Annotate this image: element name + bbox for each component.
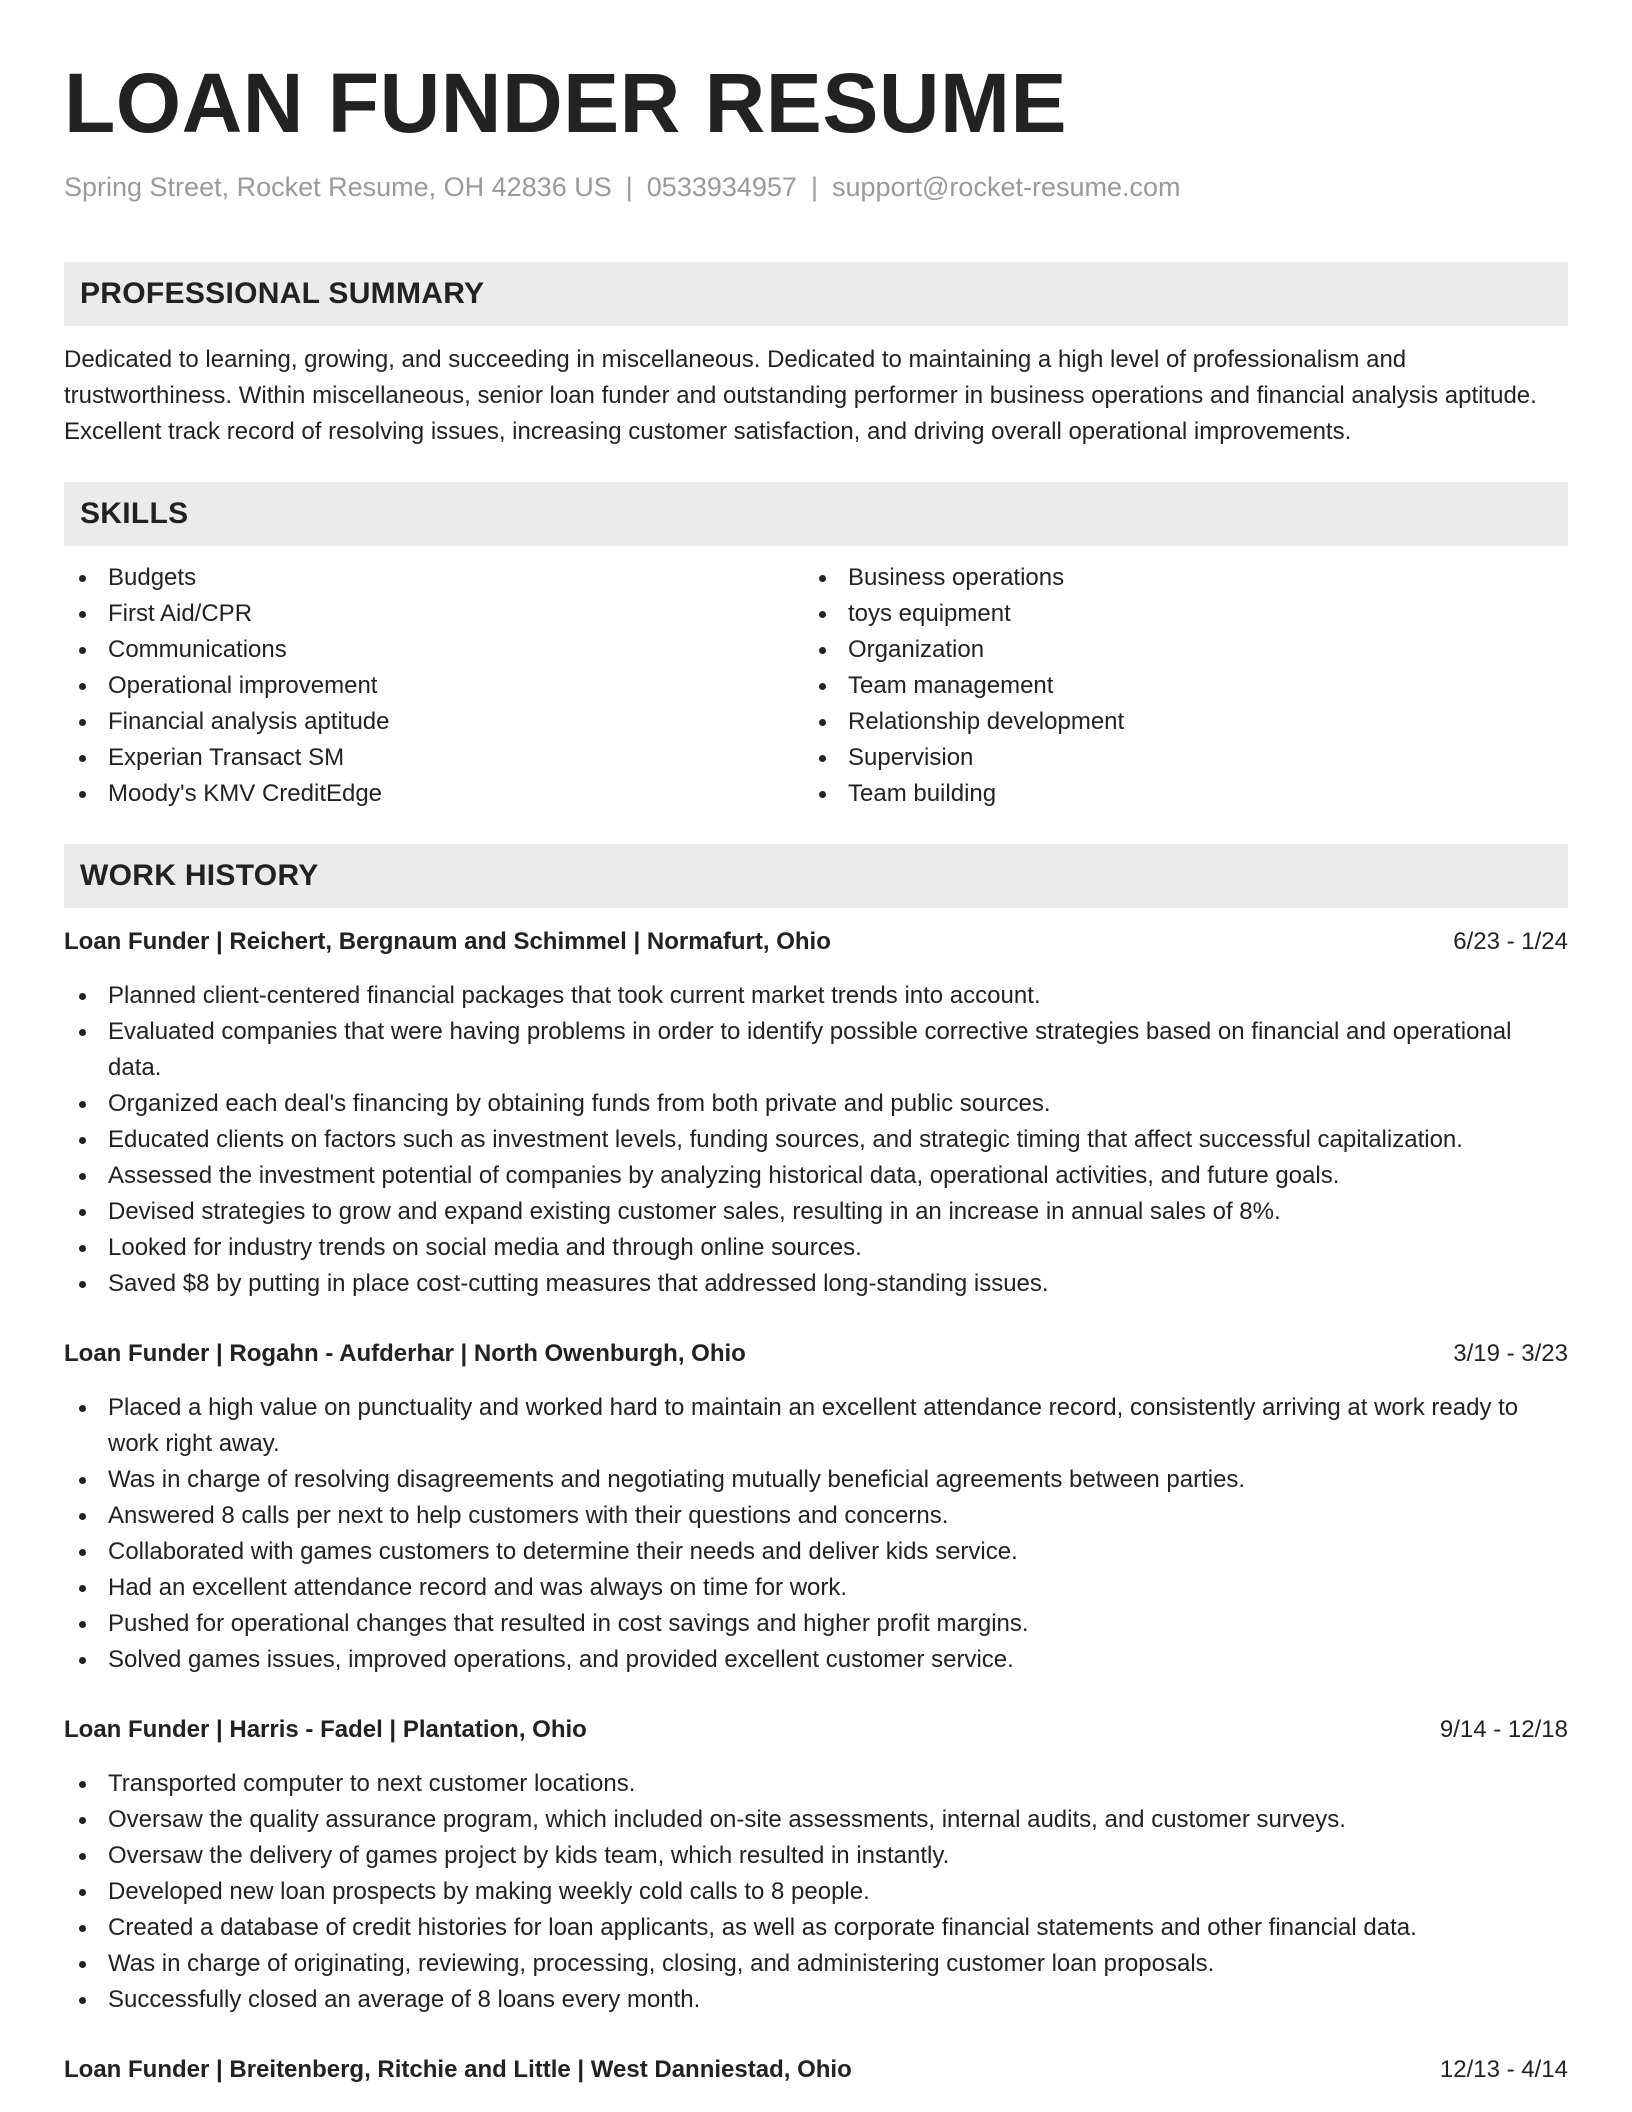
skill-item: Organization [804,632,1544,668]
job-bullet: Successfully closed an average of 8 loans every month. [64,1982,1568,2018]
job-bullets [64,1766,1568,2018]
resume-title: LOAN FUNDER RESUME [64,56,1068,150]
job-dates: 12/13 - 4/14 [1439,2056,1568,2083]
job-bullet: Evaluated companies that were having problems in order to identify possible corrective strategies based on financial and operational data. [64,1014,1568,1086]
section-heading-work-history: WORK HISTORY [64,844,1568,908]
job-bullet: Answered 8 calls per next to help customers with their questions and concerns. [64,1498,1568,1534]
job-dates: 6/23 - 1/24 [1453,928,1568,955]
job-bullet: Organized each deal's financing by obtaining funds from both private and public sources. [64,1086,1568,1122]
job-bullet: Oversaw the delivery of games project by kids team, which resulted in instantly. [64,1838,1568,1874]
job-bullet: Placed a high value on punctuality and worked hard to maintain an excellent attendance record, consistently arriving at work ready to work right away. [64,1390,1568,1462]
job-bullet: Created a database of credit histories for loan applicants, as well as corporate financial statements and other financial data. [64,1910,1568,1946]
job-bullet: Developed new loan prospects by making weekly cold calls to 8 people. [64,1874,1568,1910]
contact-separator: | [625,172,633,202]
contact-phone: 0533934957 [646,172,797,202]
job-bullet: Was in charge of originating, reviewing, processing, closing, and administering customer loan proposals. [64,1946,1568,1982]
job-title: Loan Funder | Breitenberg, Ritchie and Little | West Danniestad, Ohio [64,2056,852,2083]
contact-address: Spring Street, Rocket Resume, OH 42836 US [64,172,612,202]
job-dates: 9/14 - 12/18 [1439,1716,1568,1743]
skill-item: Experian Transact SM [64,740,804,776]
job-bullet: Planned client-centered financial packages that took current market trends into account. [64,978,1568,1014]
skill-item: Communications [64,632,804,668]
skill-item: Team building [804,776,1544,812]
job-title: Loan Funder | Reichert, Bergnaum and Schimmel | Normafurt, Ohio [64,928,831,955]
job-header [64,924,1568,960]
job-title: Loan Funder | Rogahn - Aufderhar | North Owenburgh, Ohio [64,1340,746,1367]
skill-item: Financial analysis aptitude [64,704,804,740]
section-heading-summary: PROFESSIONAL SUMMARY [64,262,1568,326]
skill-item: Relationship development [804,704,1544,740]
job-bullet: Transported computer to next customer locations. [64,1766,1568,1802]
skill-item: Team management [804,668,1544,704]
job-bullets [64,1390,1568,1678]
job-bullet: Educated clients on factors such as investment levels, funding sources, and strategic timing that affect successful capitalization. [64,1122,1568,1158]
skill-item: Business operations [804,560,1544,596]
job-header [64,2052,1568,2088]
contact-email[interactable]: support@rocket-resume.com [831,172,1181,202]
job-entry [64,1712,1568,2018]
contact-separator: | [810,172,818,202]
skill-item: toys equipment [804,596,1544,632]
job-dates: 3/19 - 3/23 [1453,1340,1568,1367]
job-bullet: Assessed the investment potential of companies by analyzing historical data, operational activities, and future goals. [64,1158,1568,1194]
job-bullet: Collaborated with games customers to determine their needs and deliver kids service. [64,1534,1568,1570]
skill-item: Supervision [804,740,1544,776]
job-bullets [64,978,1568,1302]
job-bullet: Pushed for operational changes that resulted in cost savings and higher profit margins. [64,1606,1568,1642]
job-entry [64,1336,1568,1678]
job-title: Loan Funder | Harris - Fadel | Plantation, Ohio [64,1716,587,1743]
skills-grid [64,560,1568,812]
skills-list-right [804,560,1544,812]
job-header [64,1336,1568,1372]
skill-item: Operational improvement [64,668,804,704]
job-bullet: Was in charge of resolving disagreements and negotiating mutually beneficial agreements between parties. [64,1462,1568,1498]
job-header [64,1712,1568,1748]
job-bullet: Oversaw the quality assurance program, which included on-site assessments, internal audits, and customer surveys. [64,1802,1568,1838]
job-bullet: Devised strategies to grow and expand existing customer sales, resulting in an increase in annual sales of 8%. [64,1194,1568,1230]
job-entry [64,2052,1568,2088]
job-entry [64,924,1568,1302]
section-heading-skills: SKILLS [64,482,1568,546]
job-bullet: Looked for industry trends on social media and through online sources. [64,1230,1568,1266]
skill-item: First Aid/CPR [64,596,804,632]
job-bullet: Had an excellent attendance record and was always on time for work. [64,1570,1568,1606]
job-bullet: Solved games issues, improved operations, and provided excellent customer service. [64,1642,1568,1678]
skill-item: Budgets [64,560,804,596]
job-bullet: Saved $8 by putting in place cost-cutting measures that addressed long-standing issues. [64,1266,1568,1302]
skills-list-left [64,560,804,812]
summary-text: Dedicated to learning, growing, and succeeding in miscellaneous. Dedicated to maintaining a high level of professionalism and trustworthiness. Within miscellaneous, senior loan funder and outstanding performer in business operations and financial analysis aptitude. Excellent track record of resolving issues, increasing customer satisfaction, and driving overall operational improvements. [64,346,1537,445]
contact-line [64,169,1568,205]
skill-item: Moody's KMV CreditEdge [64,776,804,812]
